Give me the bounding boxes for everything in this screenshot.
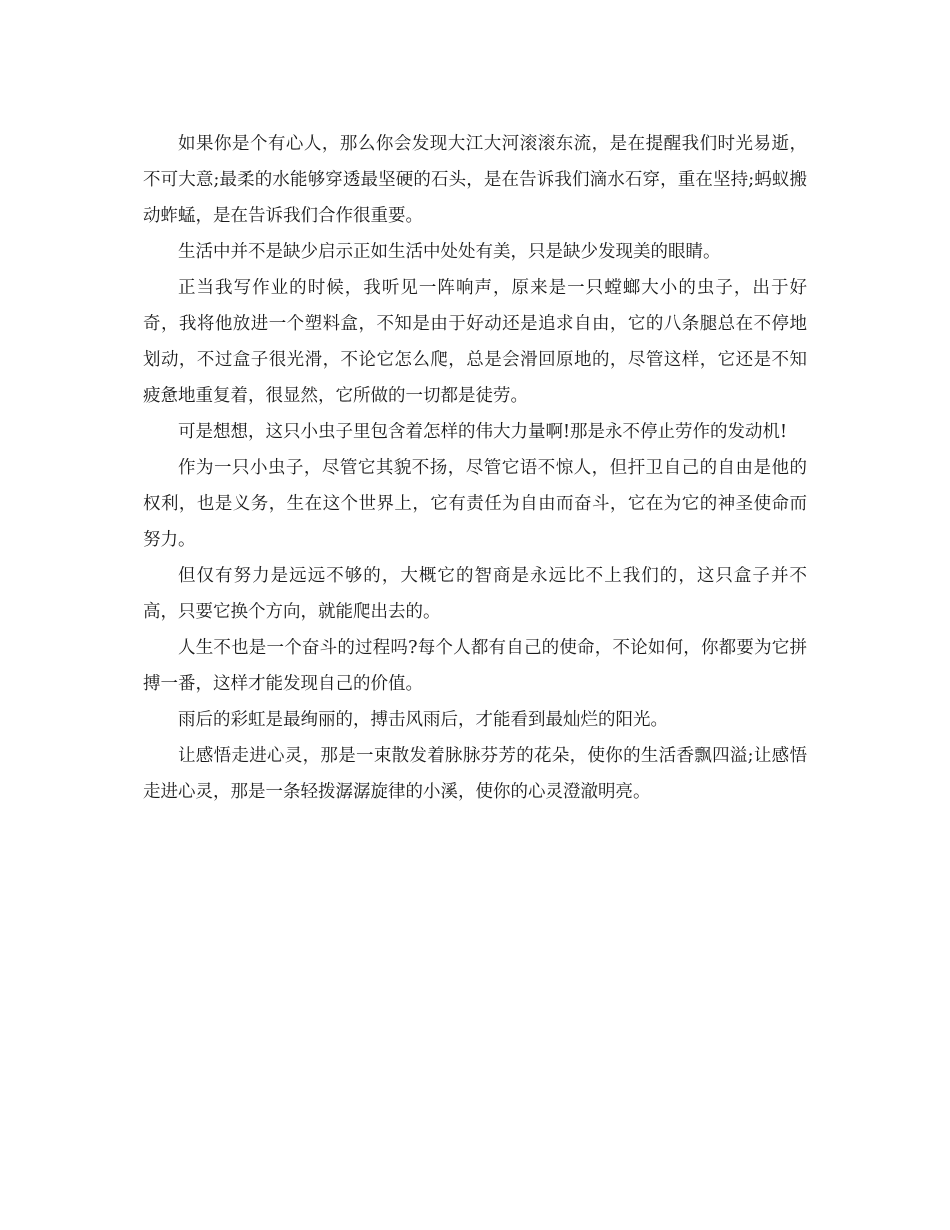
paragraph-2: 生活中并不是缺少启示正如生活中处处有美，只是缺少发现美的眼睛。 (178, 242, 721, 262)
paragraph-9: 让感悟走进心灵，那是一束散发着脉脉芬芳的花朵，使你的生活香飘四溢;让感悟走进心灵，那是一条轻拨潺潺旋律的小溪，使你的心灵澄澈明亮。 (143, 746, 807, 802)
document-body (143, 126, 807, 810)
paragraph-6: 但仅有努力是远远不够的，大概它的智商是永远比不上我们的，这只盒子并不高，只要它换个方向，就能爬出去的。 (143, 566, 807, 622)
paragraph-8: 雨后的彩虹是最绚丽的，搏击风雨后，才能看到最灿烂的阳光。 (178, 710, 668, 730)
paragraph-3: 正当我写作业的时候，我听见一阵响声，原来是一只螳螂大小的虫子，出于好奇，我将他放进一个塑料盒，不知是由于好动还是追求自由，它的八条腿总在不停地划动，不过盒子很光滑，不论它怎么爬，总是会滑回原地的，尽管这样，它还是不知疲惫地重复着，很显然，它所做的一切都是徒劳。 (143, 278, 807, 406)
paragraph-5: 作为一只小虫子，尽管它其貌不扬，尽管它语不惊人，但扞卫自己的自由是他的权利，也是义务，生在这个世界上，它有责任为自由而奋斗，它在为它的神圣使命而努力。 (143, 458, 807, 550)
paragraph-4: 可是想想，这只小虫子里包含着怎样的伟大力量啊!那是永不停止劳作的发动机! (178, 422, 788, 442)
paragraph-1: 如果你是个有心人，那么你会发现大江大河滚滚东流，是在提醒我们时光易逝，不可大意;最柔的水能够穿透最坚硬的石头，是在告诉我们滴水石穿，重在坚持;蚂蚁搬动蚱蜢，是在告诉我们合作很重要。 (143, 134, 807, 226)
paragraph-7: 人生不也是一个奋斗的过程吗?每个人都有自己的使命，不论如何，你都要为它拼搏一番，这样才能发现自己的价值。 (143, 638, 807, 694)
